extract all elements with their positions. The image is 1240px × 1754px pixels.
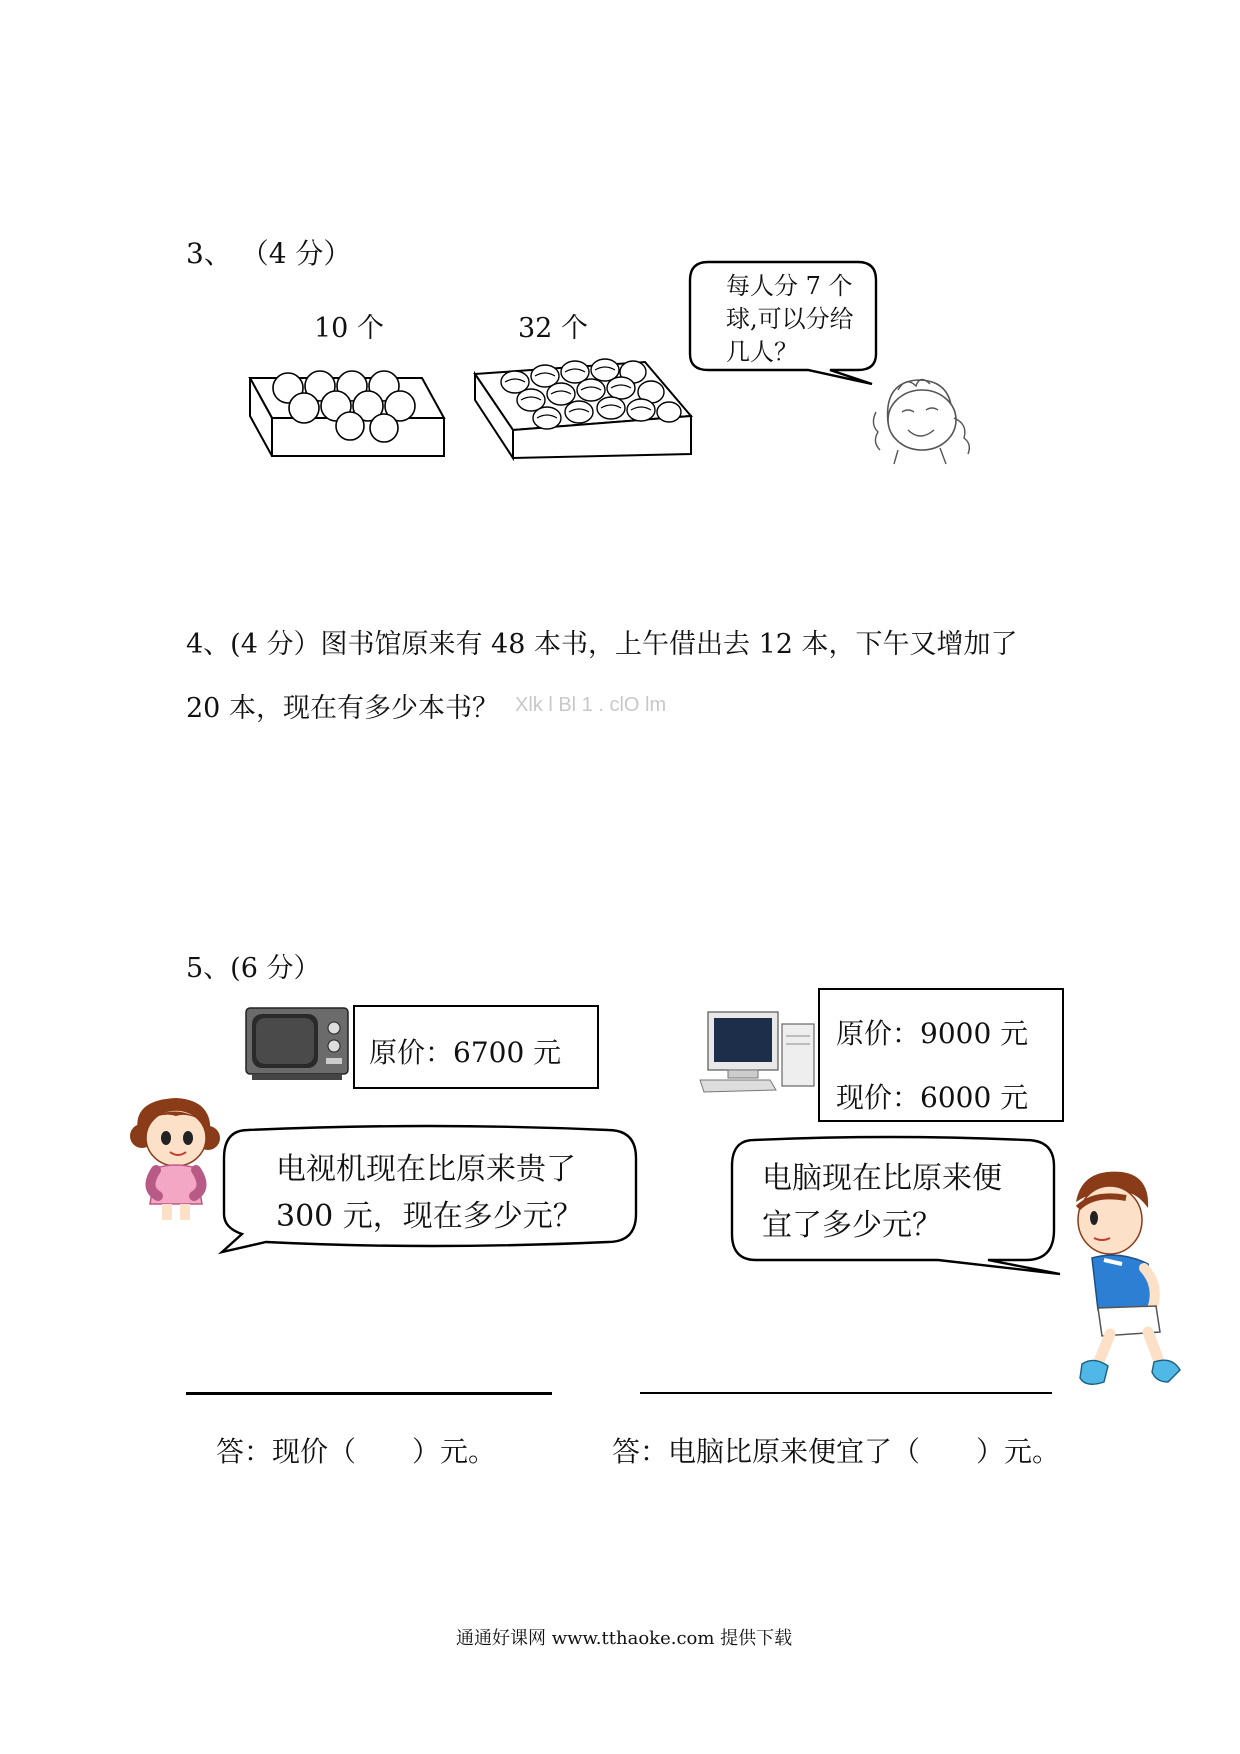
girl-pink-cartoon-icon <box>128 1092 224 1222</box>
boy-cartoon-icon <box>1064 1168 1188 1400</box>
computer-icon <box>700 1010 816 1096</box>
q3-heading: 3、 （4 分） <box>186 237 352 270</box>
computer-price-box <box>818 988 1064 1122</box>
q4-line1: 4、(4 分）图书馆原来有 48 本书，上午借出去 12 本，下午又增加了 <box>186 629 1018 660</box>
answer-left: 答：现价（ ）元。 <box>216 1435 497 1468</box>
q4-line2: 20 本，现在有多少本书？ <box>186 693 499 724</box>
answer-line-left <box>186 1392 552 1395</box>
q3-bubble-line: 几人？ <box>726 338 798 366</box>
computer-original-price: 原价：9000 元 <box>836 1017 1029 1050</box>
girl-bubble-line: 电视机现在比原来贵了 <box>276 1152 576 1187</box>
q3-bubble-line: 球,可以分给 <box>726 305 854 333</box>
girl-cartoon-icon <box>868 372 978 464</box>
answer-line-right <box>640 1392 1052 1394</box>
tv-original-price: 原价：6700 元 <box>369 1036 562 1069</box>
girl-bubble-line: 300 元，现在多少元？ <box>276 1199 583 1234</box>
answer-right: 答：电脑比原来便宜了（ ）元。 <box>612 1435 1061 1468</box>
ball-box-32-illustration <box>475 358 695 460</box>
q3-box2-count: 32 个 <box>518 313 588 344</box>
q3-box1-count: 10 个 <box>314 313 384 344</box>
q3-bubble-line: 每人分 7 个 <box>726 272 853 300</box>
footer-source: 通通好课网 www.tthaoke.com 提供下载 <box>456 1628 793 1649</box>
tv-price-box <box>353 1005 599 1089</box>
ball-box-10-illustration <box>250 370 450 460</box>
boy-bubble-text <box>762 1155 1002 1249</box>
computer-current-price: 现价：6000 元 <box>836 1081 1029 1114</box>
q5-heading: 5、(6 分） <box>186 953 321 984</box>
boy-bubble-line: 宜了多少元？ <box>762 1208 942 1243</box>
television-icon <box>246 1008 348 1082</box>
boy-bubble-line: 电脑现在比原来便 <box>762 1161 1002 1196</box>
q4-watermark: Xlk l Bl 1 . clO lm <box>515 694 667 716</box>
q3-bubble-text <box>726 270 854 369</box>
girl-bubble-text <box>276 1146 583 1240</box>
